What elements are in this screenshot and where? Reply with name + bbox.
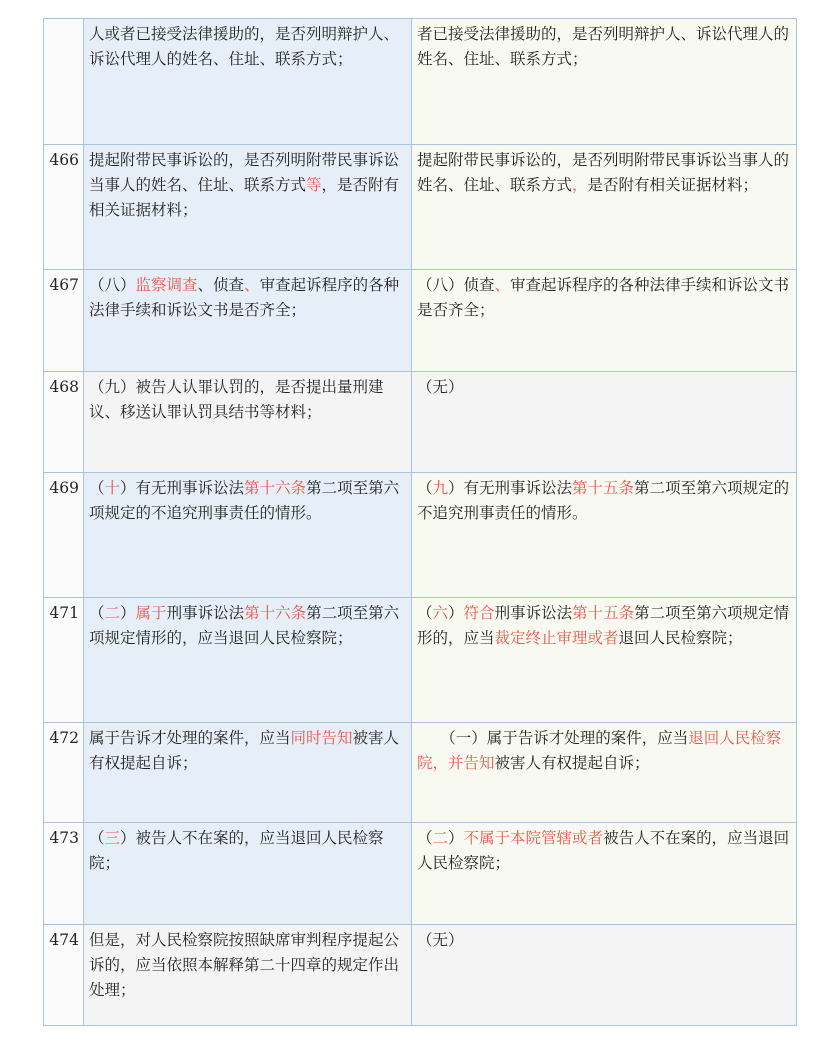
highlighted-change: 第十五条 <box>572 604 635 622</box>
text-segment: 刑事诉讼法 <box>166 604 245 622</box>
text-segment: ）被告人不在案的，应当退回人民检察院； <box>89 829 384 872</box>
text-segment: ，是否附有相关证据材料； <box>89 176 400 219</box>
text-segment: 但是，对人民检察院按照缺席审判程序提起公诉的，应当依照本解释第二十四章的规定作出处理； <box>89 931 400 999</box>
table-body <box>44 19 797 1026</box>
new-text-cell <box>84 723 412 823</box>
text-segment: 被告人不在案的，应当退回人民检察院； <box>417 829 790 872</box>
table-row <box>44 823 797 925</box>
text-segment: （ <box>89 829 105 847</box>
highlighted-change: 十 <box>104 479 121 497</box>
text-segment: （无） <box>417 931 464 949</box>
highlighted-change: ， <box>572 176 588 194</box>
table-row <box>44 19 797 145</box>
text-segment: 刑事诉讼法 <box>494 604 573 622</box>
highlighted-change: 三 <box>104 829 121 847</box>
highlighted-change: 第十五条 <box>572 479 635 497</box>
highlighted-change: 等 <box>306 176 322 194</box>
table-row <box>44 145 797 270</box>
highlighted-change: 、 <box>244 276 260 294</box>
highlighted-change: 二 <box>104 604 121 622</box>
text-segment: 提起附带民事诉讼的，是否列明附带民事诉讼当事人的姓名、住址、联系方式 <box>89 151 400 194</box>
text-segment: 审查起诉程序的各种法律手续和诉讼文书是否齐全； <box>417 276 790 319</box>
new-text-cell <box>84 823 412 925</box>
old-text-cell <box>412 598 797 723</box>
highlighted-change: 九 <box>432 479 449 497</box>
old-text-cell <box>412 372 797 473</box>
new-text-cell <box>84 925 412 1026</box>
text-segment: 第二项至第六项规定情形的，应当 <box>417 604 790 647</box>
text-segment: （ <box>89 479 105 497</box>
row-number <box>44 19 84 145</box>
text-segment: ） <box>448 829 464 847</box>
text-segment: 审查起诉程序的各种法律手续和诉讼文书是否齐全； <box>89 276 400 319</box>
highlighted-change: 二 <box>432 829 449 847</box>
new-text-cell <box>84 270 412 372</box>
old-text-cell <box>412 19 797 145</box>
row-number: 468 <box>44 372 84 473</box>
highlighted-change: 符合 <box>463 604 495 622</box>
comparison-table <box>43 18 797 1026</box>
text-segment: 第二项至第六项规定的不追究刑事责任的情形。 <box>417 479 790 522</box>
text-segment: （ <box>417 604 433 622</box>
text-segment: 被害人有权提起自诉； <box>89 729 400 772</box>
text-segment: （八） <box>89 276 136 294</box>
text-segment: （一）属于告诉才处理的案件，应当 <box>417 729 689 747</box>
text-segment: ） <box>120 604 136 622</box>
text-segment: （九）被告人认罪认罚的，是否提出量刑建议、移送认罪认罚具结书等材料； <box>89 378 384 421</box>
table-row <box>44 598 797 723</box>
highlighted-change: 、 <box>494 276 511 294</box>
text-segment: 退回人民检察院； <box>618 629 743 647</box>
old-text-cell <box>412 270 797 372</box>
old-text-cell <box>412 723 797 823</box>
table-row <box>44 473 797 598</box>
text-segment: （八）侦查 <box>417 276 495 294</box>
table-row <box>44 270 797 372</box>
old-text-cell <box>412 145 797 270</box>
text-segment: 第二项至第六项规定的不追究刑事责任的情形。 <box>89 479 400 522</box>
row-number: 472 <box>44 723 84 823</box>
text-segment: 者已接受法律援助的，是否列明辩护人、诉讼代理人的姓名、住址、联系方式； <box>417 25 790 68</box>
text-segment: ）有无刑事诉讼法 <box>120 479 245 497</box>
row-number: 466 <box>44 145 84 270</box>
table-row <box>44 925 797 1026</box>
highlighted-change: 属于 <box>135 604 167 622</box>
text-segment: 属于告诉才处理的案件，应当 <box>89 729 291 747</box>
highlighted-change: 同时告知 <box>290 729 353 747</box>
highlighted-change: 监察调查 <box>135 276 198 294</box>
new-text-cell <box>84 473 412 598</box>
new-text-cell <box>84 372 412 473</box>
row-number: 467 <box>44 270 84 372</box>
highlighted-change: 裁定终止审理或者 <box>494 629 619 647</box>
new-text-cell <box>84 19 412 145</box>
old-text-cell <box>412 823 797 925</box>
highlighted-change: 六 <box>432 604 449 622</box>
highlighted-change: 不属于本院管辖或者 <box>463 829 604 847</box>
table-row <box>44 372 797 473</box>
text-segment: （ <box>89 604 105 622</box>
row-number: 473 <box>44 823 84 925</box>
text-segment: ） <box>448 604 464 622</box>
row-number: 474 <box>44 925 84 1026</box>
table-row <box>44 723 797 823</box>
row-number: 471 <box>44 598 84 723</box>
text-segment: （ <box>417 829 433 847</box>
new-text-cell <box>84 598 412 723</box>
text-segment: 提起附带民事诉讼的，是否列明附带民事诉讼当事人的姓名、住址、联系方式 <box>417 151 790 194</box>
highlighted-change: 退回人民检察院，并告知 <box>417 729 782 772</box>
new-text-cell <box>84 145 412 270</box>
text-segment: 是否附有相关证据材料； <box>587 176 759 194</box>
text-segment: ）有无刑事诉讼法 <box>448 479 573 497</box>
row-number: 469 <box>44 473 84 598</box>
text-segment: 被害人有权提起自诉； <box>494 754 650 772</box>
text-segment: （无） <box>417 378 464 396</box>
text-segment: 第二项至第六项规定情形的，应当退回人民检察院； <box>89 604 400 647</box>
text-segment: 、侦查 <box>197 276 245 294</box>
highlighted-change: 第十六条 <box>244 479 307 497</box>
old-text-cell <box>412 473 797 598</box>
old-text-cell <box>412 925 797 1026</box>
text-segment: （ <box>417 479 433 497</box>
text-segment: 人或者已接受法律援助的，是否列明辩护人、诉讼代理人的姓名、住址、联系方式； <box>89 25 400 68</box>
highlighted-change: 第十六条 <box>244 604 307 622</box>
